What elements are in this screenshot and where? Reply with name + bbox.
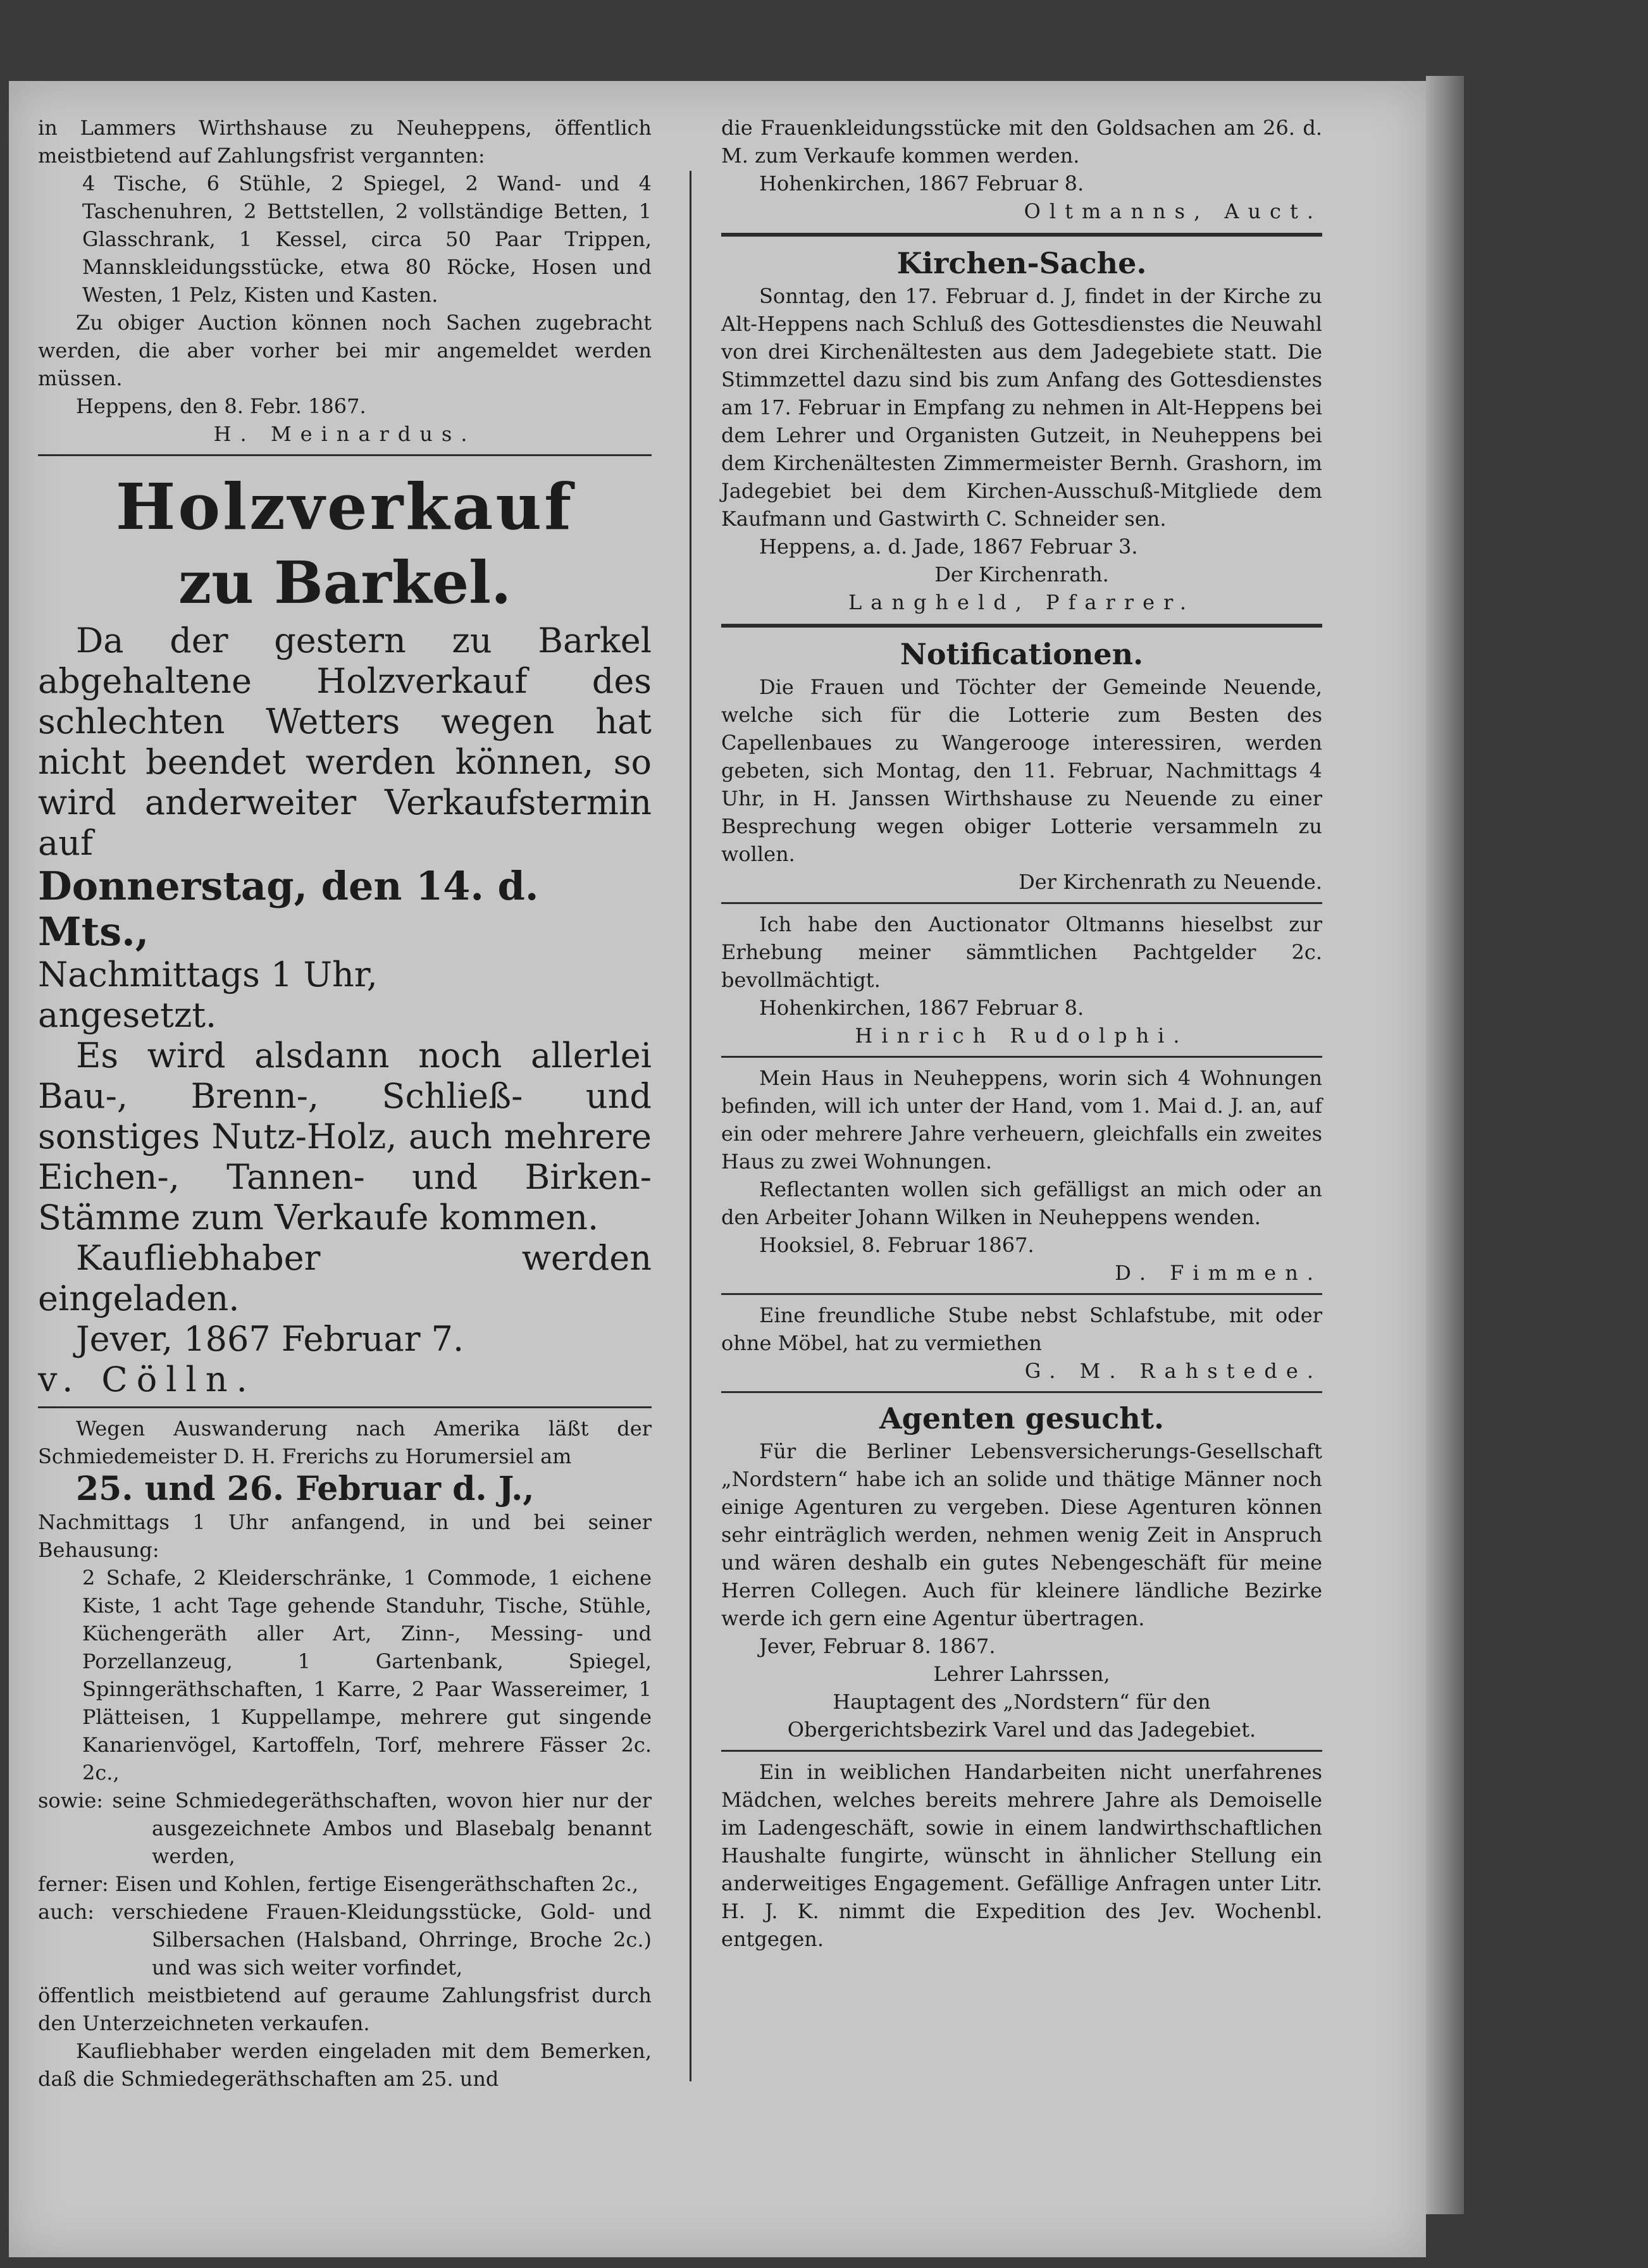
notice-text: Ich habe den Auctionator Oltmanns hieselbst zur Erhebung meiner sämmtlichen Pachtgelder 2c. bevollmächtigt. [721,912,1322,992]
holzverkauf-time: Nachmittags 1 Uhr, [38,955,378,995]
place-date: Heppens, den 8. Febr. 1867. [76,394,366,418]
signature-line-2: Hauptagent des „Nordstern“ für den [833,1690,1211,1714]
notificationen [721,635,1322,896]
auction2-auch: auch: verschiedene Frauen-Kleidungsstücke, Gold- und Silbersachen (Halsband, Ohrringe, Broche 2c.) und was sich weiter vorfindet, [38,1900,652,1980]
agenten-gesucht [721,1399,1322,1744]
place-date: Hooksiel, 8. Februar 1867. [759,1233,1034,1257]
notice-rudolphi [721,910,1322,1050]
holzverkauf-body2: Es wird alsdann noch allerlei Bau-, Brenn-, Schließ- und sonstiges Nutz-Holz, auch mehrere Eichen-, Tannen- und Birken-Stämme zum Verkaufe kommen. [38,1036,652,1237]
kirchen-text: Sonntag, den 17. Februar d. J, findet in der Kirche zu Alt-Heppens nach Schluß des Gottesdienstes die Neuwahl von drei Kirchenältesten aus dem Jadegebiete statt. Die Stimmzettel dazu sind bis zum Anfang des Gottesdienstes am 17. Februar in Empfang zu nehmen in Alt-Heppens bei dem Lehrer und Organisten Gutzeit, in Neuheppens bei dem Kirchenältesten Zimmermeister Bernh. Grashorn, im Jadegebiet bei dem Kirchen-Ausschuß-Mitgliede dem Kaufmann und Gastwirth C. Schneider sen. [721,284,1322,531]
left-column [38,114,652,2093]
holzverkauf-set: angesetzt. [38,995,217,1035]
notice-text: Ein in weiblichen Handarbeiten nicht unerfahrenes Mädchen, welches bereits mehrere Jahre als Demoiselle im Ladengeschäft, sowie in einem landwirthschaftlichen Haushalte fungirte, wünscht in ähnlicher Stellung ein anderweitiges Engagement. Gefällige Anfragen unter Litr. H. J. K. nimmt die Expedition des Jev. Wochenbl. entgegen. [721,1760,1322,1951]
page-edge [1426,76,1464,2214]
divider [721,233,1322,237]
issuer: Der Kirchenrath. [934,562,1109,586]
signature-line-3: Obergerichtsbezirk Varel und das Jadegebiet. [787,1718,1256,1742]
holzverkauf-title: Holzverkauf [115,469,574,544]
right-column [721,114,1322,1953]
signature: D. Fimmen. [1115,1261,1322,1285]
signature-line-1: Lehrer Lahrssen, [933,1662,1110,1686]
divider [721,1750,1322,1752]
holzverkauf-date: Donnerstag, den 14. d. Mts., [38,863,539,955]
place-date: Hohenkirchen, 1867 Februar 8. [759,996,1084,1020]
divider [38,454,652,456]
divider [721,1056,1322,1058]
auction2-sowie: sowie: seine Schmiedegeräthschaften, wovon hier nur der ausgezeichnete Ambos und Blasebalg benannt werden, [38,1788,652,1868]
section-heading: Agenten gesucht. [879,1401,1165,1435]
auction-items: 4 Tische, 6 Stühle, 2 Spiegel, 2 Wand- und 4 Taschenuhren, 2 Bettstellen, 2 vollständige Betten, 1 Glasschrank, 1 Kessel, circa 50 Paar Trippen, Mannskleidungsstücke, etwa 80 Röcke, Hosen und Westen, 1 Pelz, Kisten und Kasten. [82,171,652,307]
auction-continuation [721,114,1322,225]
notice-text: Eine freundliche Stube nebst Schlafstube, mit oder ohne Möbel, hat zu vermiethen [721,1303,1322,1355]
auction2-ferner: ferner: Eisen und Kohlen, fertige Eisengeräthschaften 2c., [38,1872,639,1896]
continuation-text: die Frauenkleidungsstücke mit den Goldsachen am 26. d. M. zum Verkaufe kommen werden. [721,116,1322,168]
signature: H. Meinardus. [213,422,476,446]
auction2-outro: öffentlich meistbietend auf geraume Zahlungsfrist durch den Unterzeichneten verkaufen. [38,1983,652,2035]
holzverkauf-signature: v. Cölln. [38,1360,256,1399]
notice-text-2: Reflectanten wollen sich gefälligst an mich oder an den Arbeiter Johann Wilken in Neuheppens wenden. [721,1177,1322,1229]
notif-text: Die Frauen und Töchter der Gemeinde Neuende, welche sich für die Lotterie zum Besten des Capellenbaues zu Wangerooge interessiren, werden gebeten, sich Montag, den 11. Februar, Nachmittags 4 Uhr, in H. Janssen Wirthshause zu Neuende zu einer Besprechung wegen obiger Lotterie versammeln zu wollen. [721,675,1322,866]
signature: G. M. Rahstede. [1024,1359,1322,1383]
notice-text: Mein Haus in Neuheppens, worin sich 4 Wohnungen befinden, will ich unter der Hand, vom 1. Mai d. J. an, auf ein oder mehrere Jahre verheuern, gleichfalls ein zweites Haus zu zwei Wohnungen. [721,1066,1322,1174]
divider [38,1406,652,1408]
auction-notice-meinardus [38,114,652,448]
auction-notice-frerichs [38,1415,652,2093]
auction-note: Zu obiger Auction können noch Sachen zugebracht werden, die aber vorher bei mir angemeldet werden müssen. [38,311,652,390]
section-heading: Notificationen. [900,637,1144,671]
holzverkauf-notice [38,469,652,1400]
holzverkauf-invite: Kaufliebhaber werden eingeladen. [38,1238,652,1318]
notice-rahstede [721,1301,1322,1385]
kirchen-sache-notice [721,244,1322,616]
notice-maedchen [721,1758,1322,1953]
auction-intro: in Lammers Wirthshause zu Neuheppens, öffentlich meistbietend auf Zahlungsfrist vergannten: [38,116,652,168]
agenten-text: Für die Berliner Lebensversicherungs-Gesellschaft „Nordstern“ habe ich an solide und thätige Männer noch einige Agenturen zu vergeben. Diese Agenturen können sehr einträglich werden, nehmen wenig Zeit in Anspruch und wären deshalb ein gutes Nebengeschäft für meine Herren Collegen. Auch für kleinere ländliche Bezirke werde ich gern eine Agentur übertragen. [721,1439,1322,1630]
auction2-intro: Wegen Auswanderung nach Amerika läßt der Schmiedemeister D. H. Frerichs zu Horumersiel am [38,1416,652,1468]
section-heading: Kirchen-Sache. [896,246,1147,280]
signature: Hinrich Rudolphi. [855,1024,1189,1048]
divider [721,1293,1322,1295]
signature: Langheld, Pfarrer. [848,590,1195,614]
holzverkauf-subtitle: zu Barkel. [178,548,512,617]
signature: Der Kirchenrath zu Neuende. [1019,870,1322,894]
divider [721,902,1322,904]
holzverkauf-place-date: Jever, 1867 Februar 7. [76,1319,464,1359]
auction2-buyers: Kaufliebhaber werden eingeladen mit dem Bemerken, daß die Schmiedegeräthschaften am 25. und [38,2039,652,2091]
signature: Oltmanns, Auct. [1024,199,1322,223]
place-date: Heppens, a. d. Jade, 1867 Februar 3. [759,535,1138,559]
place-date: Hohenkirchen, 1867 Februar 8. [759,171,1084,195]
column-divider [690,171,691,2081]
divider [721,1391,1322,1393]
place-date: Jever, Februar 8. 1867. [759,1634,996,1658]
auction2-items: 2 Schafe, 2 Kleiderschränke, 1 Commode, 1 eichene Kiste, 1 acht Tage gehende Standuhr, Tische, Stühle, Küchengeräth aller Art, Zinn-, Messing- und Porzellanzeug, 1 Gartenbank, Spiegel, Spinngeräthschaften, 1 Karre, 2 Paar Wassereimer, 1 Plätteisen, 1 Kuppellampe, mehrere gut singende Kanarienvögel, Kartoffeln, Torf, mehrere Fässer 2c. 2c., [82,1566,652,1785]
auction2-time: Nachmittags 1 Uhr anfangend, in und bei seiner Behausung: [38,1510,652,1562]
auction2-dates: 25. und 26. Februar d. J., [76,1470,535,1508]
divider [721,624,1322,628]
notice-fimmen [721,1064,1322,1287]
holzverkauf-body: Da der gestern zu Barkel abgehaltene Holzverkauf des schlechten Wetters wegen hat nicht beendet werden können, so wird anderweiter Verkaufstermin auf [38,621,652,863]
